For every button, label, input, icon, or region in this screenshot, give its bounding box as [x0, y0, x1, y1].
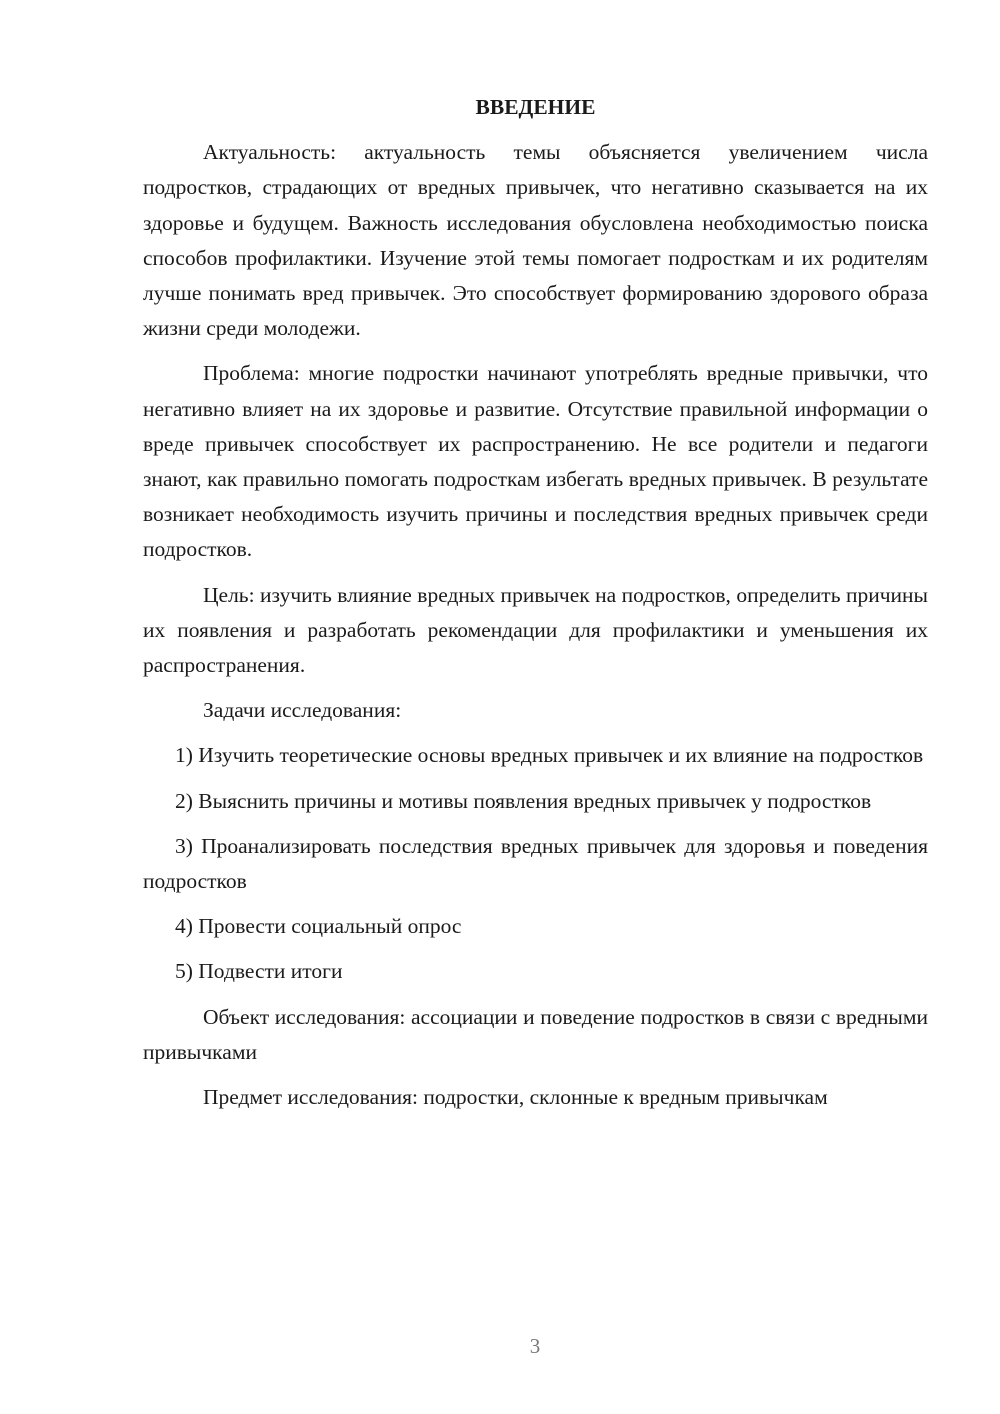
task-item-5: 5) Подвести итоги — [175, 959, 343, 984]
task-item-4: 4) Провести социальный опрос — [175, 914, 462, 939]
task-item-3: 3) Проанализировать последствия вредных привычек для здоровья и поведения подростков — [143, 833, 928, 894]
document-page — [143, 90, 928, 1125]
task-item-1: 1) Изучить теоретические основы вредных привычек и их влияние на подростков — [175, 743, 924, 768]
object-paragraph: Объект исследования: ассоциации и поведение подростков в связи с вредными привычками — [143, 1004, 928, 1064]
subject-paragraph: Предмет исследования: подростки, склонные к вредным привычкам — [203, 1085, 828, 1110]
relevance-paragraph: Актуальность: актуальность темы объясняется увеличением числа подростков, страдающих от вредных привычек, что негативно сказывается на их здоровье и будущем. Важность исследования обусловлена необходимостью поиска способов профилактики. Изучение этой темы помогает подросткам и их родителям лучше понимать вред привычек. Это способствует формированию здорового образа жизни среди молодежи. — [143, 140, 928, 341]
tasks-heading: Задачи исследования: — [203, 698, 402, 723]
task-item-2: 2) Выяснить причины и мотивы появления вредных привычек у подростков — [175, 788, 872, 813]
page-number: 3 — [529, 1334, 541, 1358]
goal-paragraph: Цель: изучить влияние вредных привычек на подростков, определить причины их появления и разработать рекомендации для профилактики и уменьшения их распространения. — [143, 582, 928, 678]
page-title: ВВЕДЕНИЕ — [475, 95, 596, 119]
problem-paragraph: Проблема: многие подростки начинают употреблять вредные привычки, что негативно влияет на их здоровье и развитие. Отсутствие правильной информации о вреде привычек способствует их распространению. Не все родители и педагоги знают, как правильно помогать подросткам избегать вредных привычек. В результате возникает необходимость изучить причины и последствия вредных привычек среди подростков. — [143, 361, 928, 562]
